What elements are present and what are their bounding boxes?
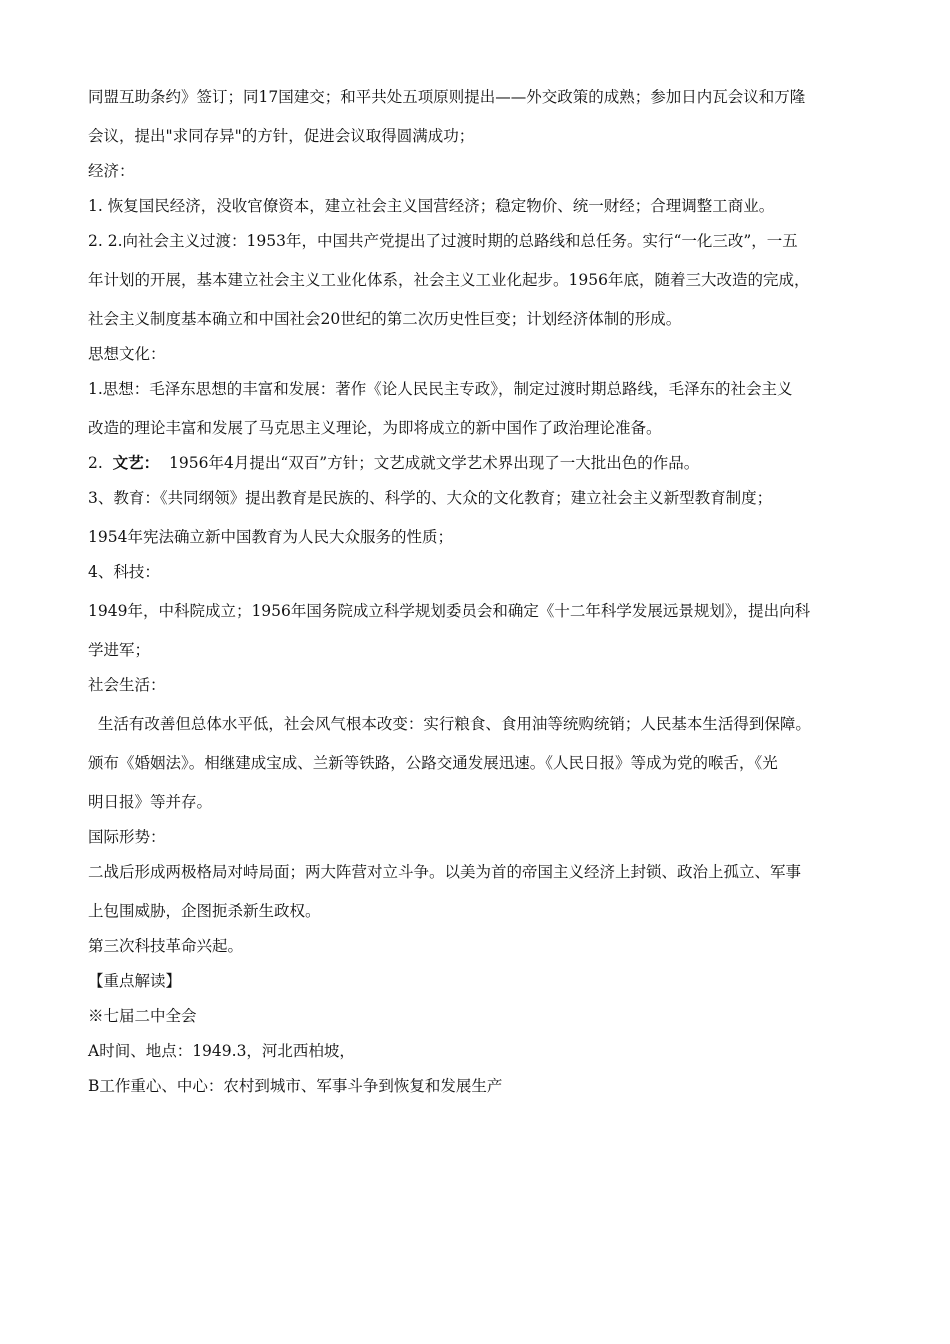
section-heading: 社会生活： bbox=[88, 676, 166, 694]
text-line: 学进军； bbox=[88, 641, 151, 659]
text-line: 颁布《婚姻法》。相继建成宝成、兰新等铁路，公路交通发展迅速。《人民日报》等成为党的喉舌，《光 bbox=[88, 754, 778, 772]
text-line: 年计划的开展，基本建立社会主义工业化体系，社会主义工业化起步。1956年底，随着三大改造的完成， bbox=[88, 271, 810, 289]
text-line: 社会主义制度基本确立和中国社会20世纪的第二次历史性巨变；计划经济体制的形成。 bbox=[88, 310, 682, 328]
section-heading: 4、科技： bbox=[88, 563, 160, 581]
text-line: 1949年，中科院成立；1956年国务院成立科学规划委员会和确定《十二年科学发展远景规划》，提出向科 bbox=[88, 602, 811, 620]
text-line: 第三次科技革命兴起。 bbox=[88, 937, 244, 955]
arts-text: 1956年4月提出“双百”方针；文艺成就文学艺术界出现了一大批出色的作品。 bbox=[169, 454, 700, 472]
section-heading: ※七届二中全会 bbox=[88, 1007, 197, 1025]
text-line: 1. 恢复国民经济，没收官僚资本，建立社会主义国营经济；稳定物价、统一财经；合理调整工商业。 bbox=[88, 197, 775, 215]
text-line: 生活有改善但总体水平低，社会风气根本改变：实行粮食、食用油等统购统销；人民基本生活得到保障。 bbox=[88, 715, 811, 733]
arts-label: 文艺： bbox=[112, 453, 160, 472]
section-heading: 【重点解读】 bbox=[88, 972, 182, 990]
text-line: 上包围威胁，企图扼杀新生政权。 bbox=[88, 902, 321, 920]
text-line: A时间、地点：1949.3，河北西柏坡， bbox=[88, 1042, 355, 1060]
text-line: 1.思想：毛泽东思想的丰富和发展：著作《论人民民主专政》，制定过渡时期总路线，毛泽东的社会主义 bbox=[88, 380, 793, 398]
text-line: 二战后形成两极格局对峙局面；两大阵营对立斗争。以美为首的帝国主义经济上封锁、政治上孤立、军事 bbox=[88, 863, 802, 881]
text-line: 1954年宪法确立新中国教育为人民大众服务的性质； bbox=[88, 528, 453, 546]
section-heading: 经济： bbox=[88, 162, 135, 180]
document-page bbox=[88, 86, 868, 1097]
text-line: 会议，提出"求同存异"的方针，促进会议取得圆满成功； bbox=[88, 127, 475, 145]
arts-line bbox=[88, 452, 868, 474]
text-line: 改造的理论丰富和发展了马克思主义理论，为即将成立的新中国作了政治理论准备。 bbox=[88, 419, 662, 437]
section-heading: 思想文化： bbox=[88, 345, 166, 363]
text-line: 3、教育：《共同纲领》提出教育是民族的、科学的、大众的文化教育；建立社会主义新型教育制度； bbox=[88, 489, 773, 507]
text-line: B工作重心、中心：农村到城市、军事斗争到恢复和发展生产 bbox=[88, 1077, 503, 1095]
text-line: 明日报》等并存。 bbox=[88, 793, 213, 811]
section-heading: 国际形势： bbox=[88, 828, 166, 846]
text-line: 2. 2.向社会主义过渡：1953年，中国共产党提出了过渡时期的总路线和总任务。实行“一化三改”，一五 bbox=[88, 232, 798, 250]
arts-number: 2. bbox=[88, 454, 103, 472]
text-line: 同盟互助条约》签订；同17国建交；和平共处五项原则提出——外交政策的成熟；参加日内瓦会议和万隆 bbox=[88, 88, 806, 106]
